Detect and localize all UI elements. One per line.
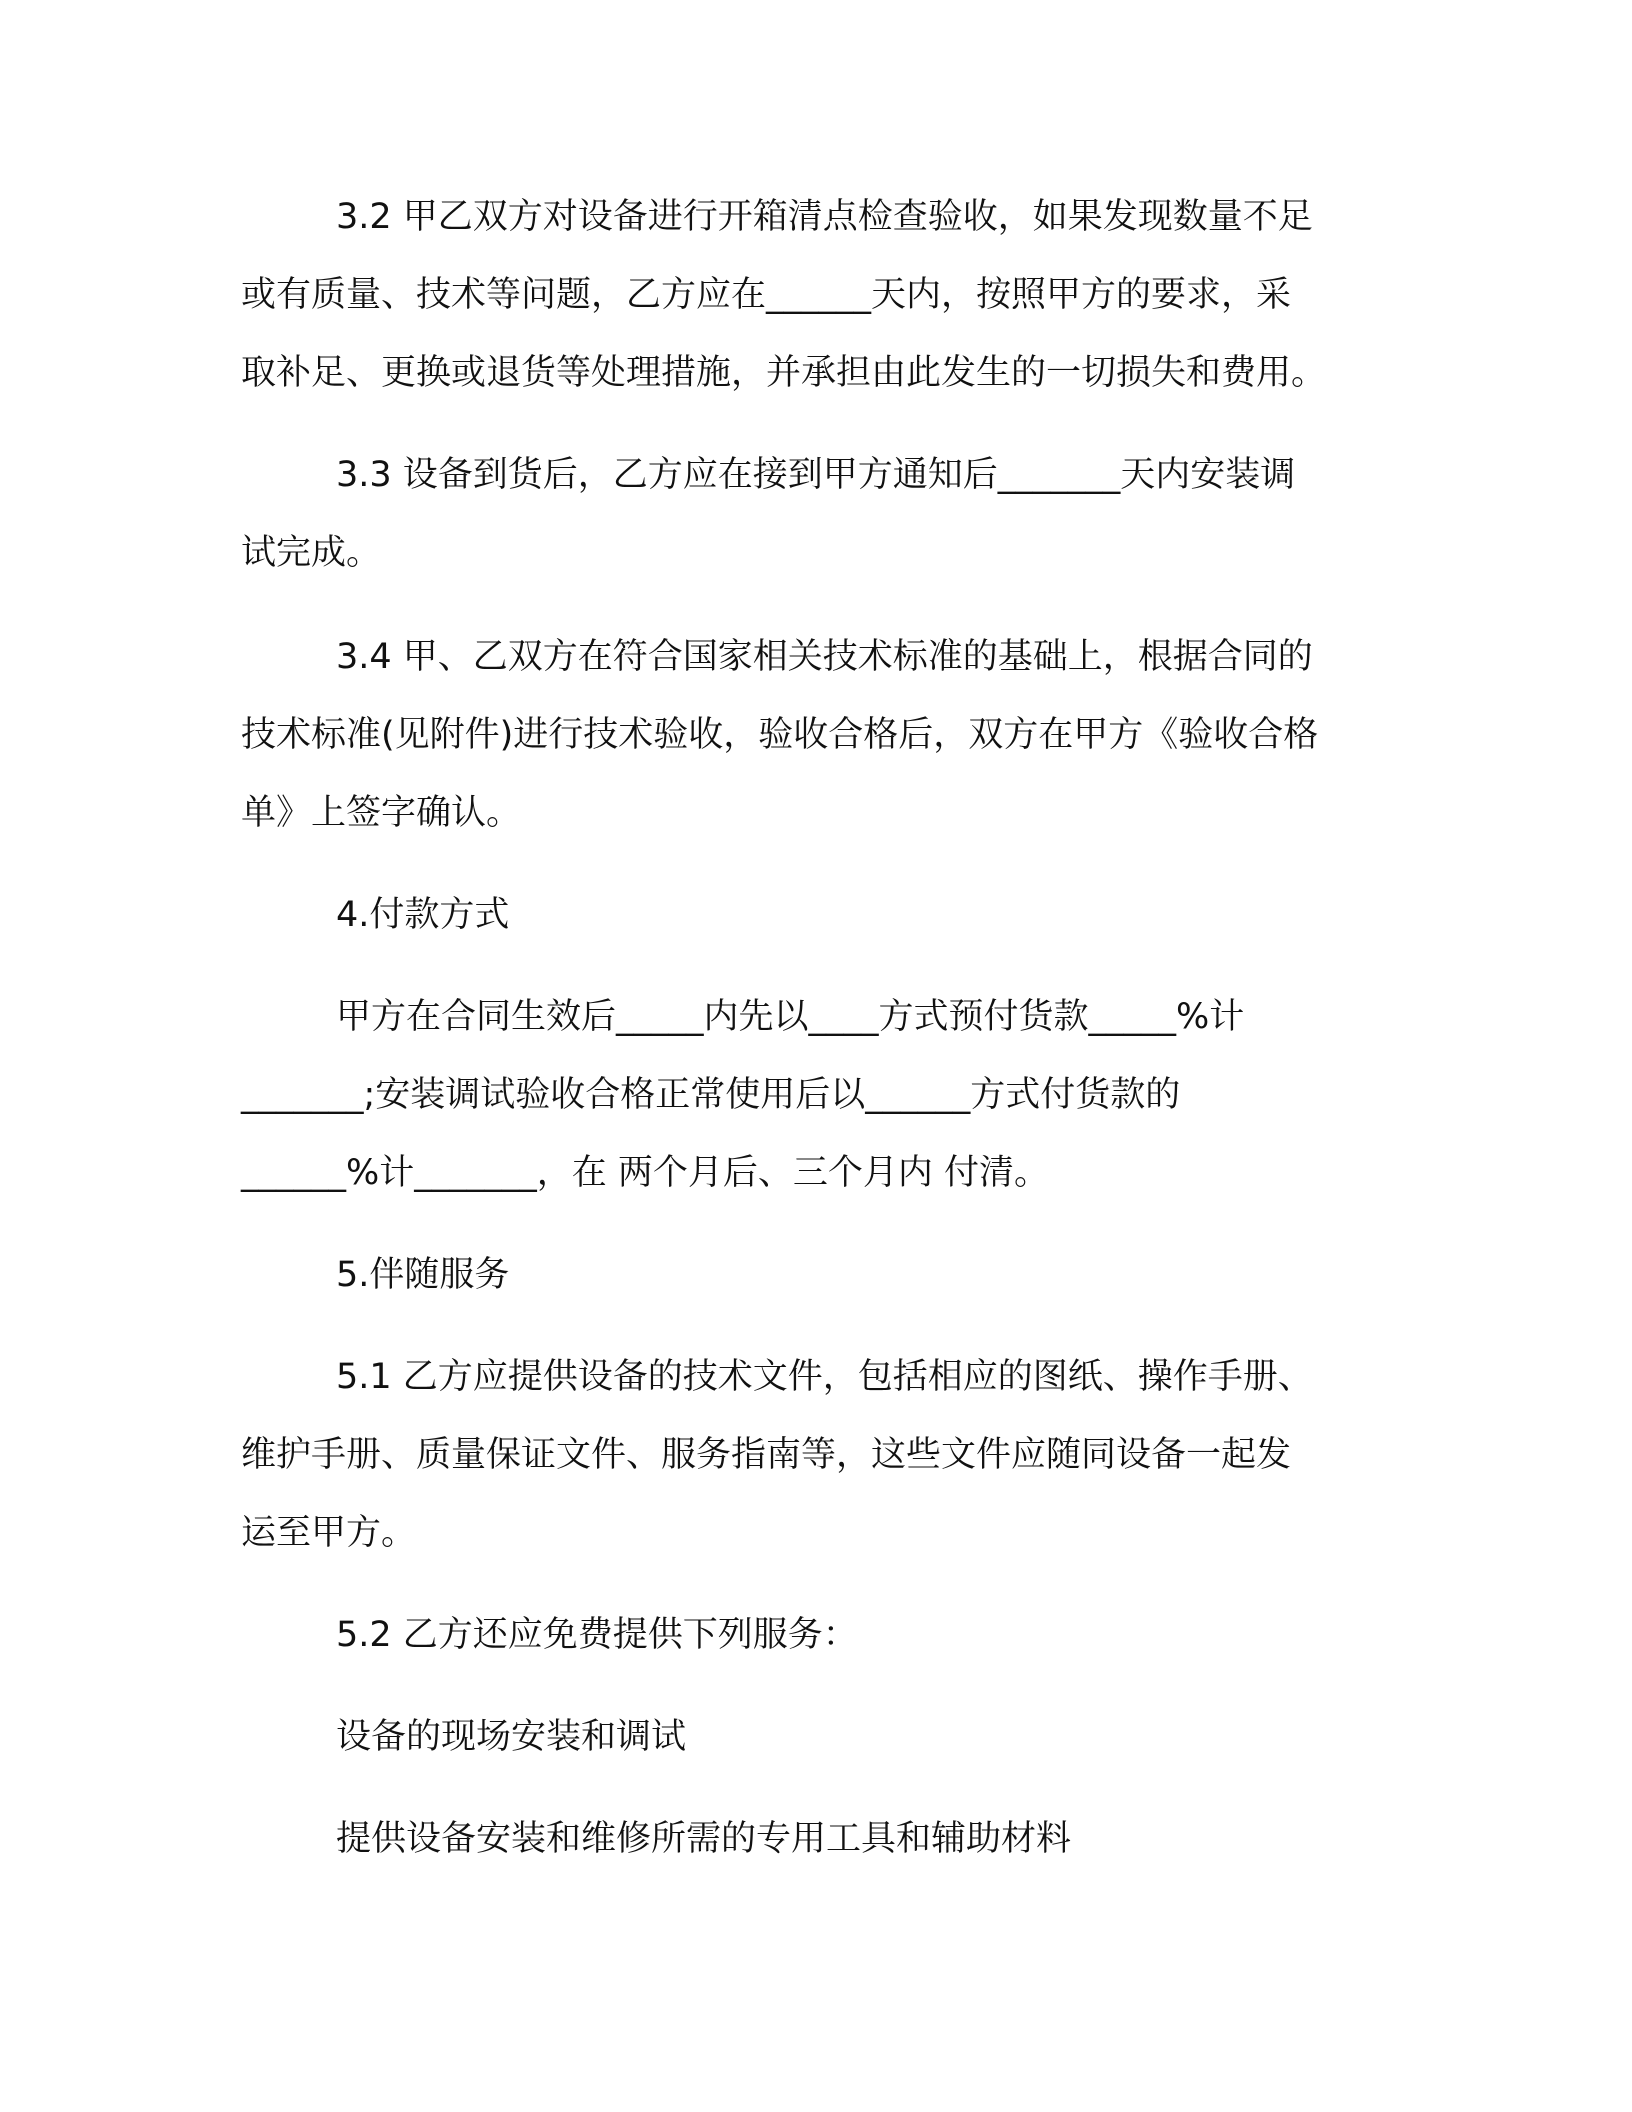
paragraph-line: 甲方在合同生效后_____内先以____方式预付货款_____%计 (336, 997, 1245, 1037)
paragraph-line: 维护手册、质量保证文件、服务指南等，这些文件应随同设备一起发 (241, 1435, 1292, 1475)
list-item: 提供设备安装和维修所需的专用工具和辅助材料 (336, 1819, 1072, 1859)
paragraph-line: 3.2 甲乙双方对设备进行开箱清点检查验收，如果发现数量不足 (336, 197, 1313, 237)
section-heading-services (241, 1236, 1391, 1314)
paragraph-payment (241, 978, 1391, 1212)
paragraph-line: 单》上签字确认。 (241, 793, 522, 833)
paragraph-5-1 (241, 1338, 1391, 1572)
paragraph-line: 试完成。 (241, 533, 382, 573)
paragraph-3-3 (241, 436, 1391, 592)
paragraph-line: _______;安装调试验收合格正常使用后以______方式付货款的 (241, 1075, 1181, 1115)
service-item-installation (241, 1698, 1391, 1776)
list-item: 设备的现场安装和调试 (336, 1717, 687, 1757)
section-heading-payment (241, 876, 1391, 954)
paragraph-5-2 (241, 1596, 1391, 1674)
paragraph-line: 3.4 甲、乙双方在符合国家相关技术标准的基础上，根据合同的 (336, 637, 1313, 677)
service-item-tools (241, 1800, 1391, 1878)
paragraph-line: 运至甲方。 (241, 1513, 417, 1553)
paragraph-line: 5.1 乙方应提供设备的技术文件，包括相应的图纸、操作手册、 (336, 1357, 1313, 1397)
paragraph-3-4 (241, 618, 1391, 852)
paragraph-3-2 (241, 178, 1391, 412)
paragraph-line: 取补足、更换或退货等处理措施，并承担由此发生的一切损失和费用。 (241, 353, 1327, 393)
section-heading: 5.伴随服务 (336, 1255, 510, 1295)
paragraph-line: 或有质量、技术等问题，乙方应在______天内，按照甲方的要求，采 (241, 275, 1292, 315)
paragraph-line: 技术标准(见附件)进行技术验收，验收合格后，双方在甲方《验收合格 (241, 715, 1319, 755)
section-heading: 4.付款方式 (336, 895, 510, 935)
paragraph-line: 3.3 设备到货后，乙方应在接到甲方通知后_______天内安装调 (336, 455, 1296, 495)
paragraph-line: 5.2 乙方还应免费提供下列服务： (336, 1615, 858, 1655)
paragraph-line: ______%计_______，在 两个月后、三个月内 付清。 (241, 1153, 1050, 1193)
